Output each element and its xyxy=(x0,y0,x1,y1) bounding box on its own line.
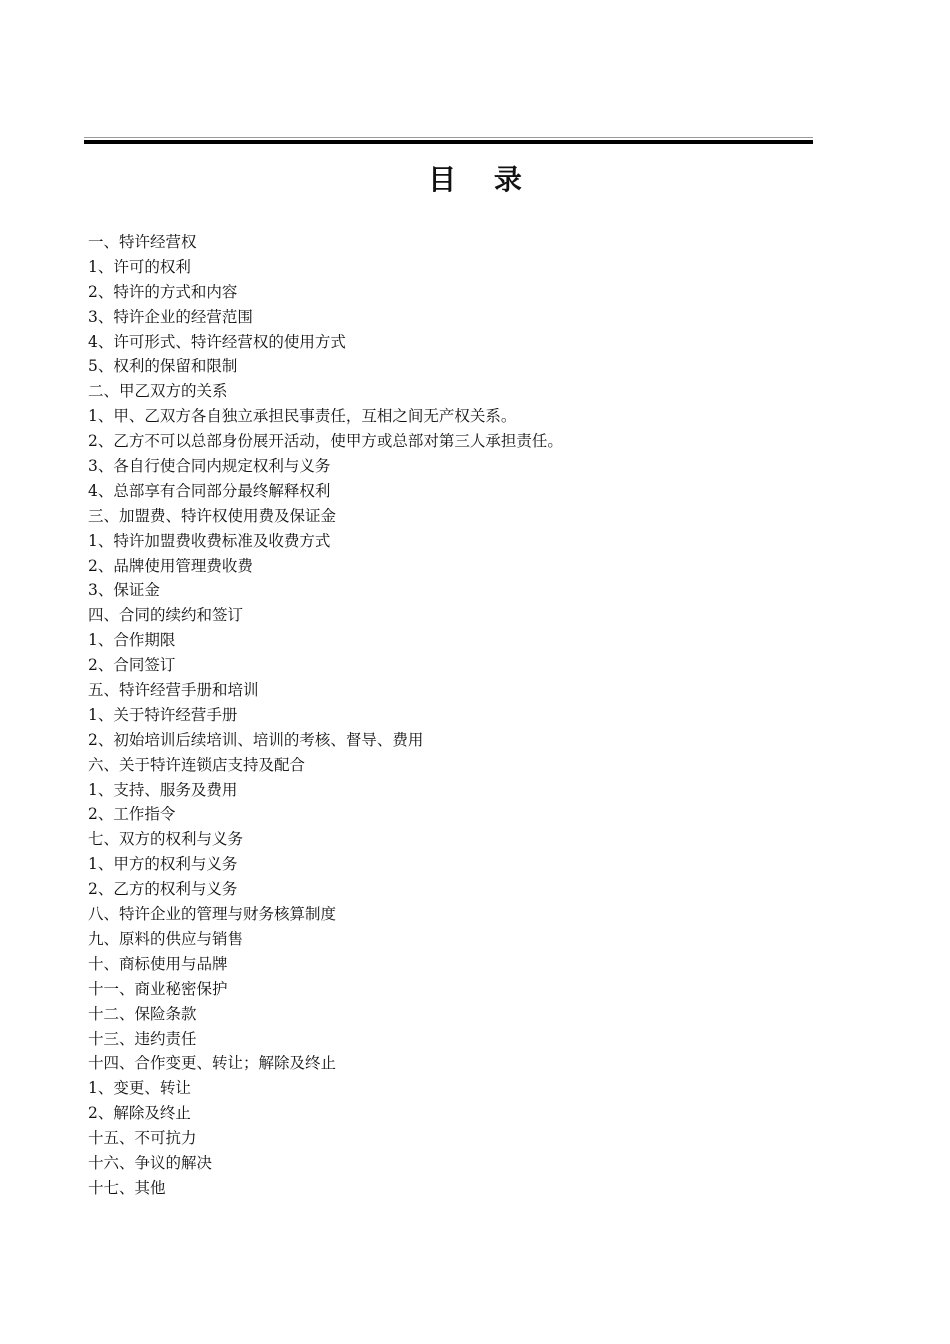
table-of-contents xyxy=(88,230,563,1201)
toc-entry: 二、甲乙双方的关系 xyxy=(88,382,228,401)
toc-entry: 十二、保险条款 xyxy=(88,1004,197,1023)
toc-entry: 2、乙方的权利与义务 xyxy=(88,880,238,899)
toc-entry: 3、特许企业的经营范围 xyxy=(88,307,253,326)
toc-entry: 2、品牌使用管理费收费 xyxy=(88,556,253,575)
toc-entry: 九、原料的供应与销售 xyxy=(88,929,244,948)
toc-entry: 十六、争议的解决 xyxy=(88,1153,213,1172)
toc-entry: 5、权利的保留和限制 xyxy=(88,357,238,376)
header-rule-thin xyxy=(84,137,813,138)
toc-entry: 五、特许经营手册和培训 xyxy=(88,681,259,700)
toc-entry: 八、特许企业的管理与财务核算制度 xyxy=(88,905,337,924)
toc-entry: 1、甲、乙双方各自独立承担民事责任，互相之间无产权关系。 xyxy=(88,407,517,426)
toc-entry: 十五、不可抗力 xyxy=(88,1129,197,1148)
toc-entry: 1、关于特许经营手册 xyxy=(88,705,238,724)
toc-entry: 4、总部享有合同部分最终解释权利 xyxy=(88,481,331,500)
toc-entry: 2、合同签订 xyxy=(88,656,176,675)
toc-entry: 2、特许的方式和内容 xyxy=(88,282,238,301)
toc-entry: 四、合同的续约和签订 xyxy=(88,606,244,625)
toc-entry: 3、保证金 xyxy=(88,581,160,600)
toc-entry: 十一、商业秘密保护 xyxy=(88,979,228,998)
toc-entry: 2、乙方不可以总部身份展开活动，使甲方或总部对第三人承担责任。 xyxy=(88,432,563,451)
toc-entry: 六、关于特许连锁店支持及配合 xyxy=(88,755,306,774)
toc-entry: 2、解除及终止 xyxy=(88,1104,191,1123)
toc-entry: 1、许可的权利 xyxy=(88,257,191,276)
toc-entry: 一、特许经营权 xyxy=(88,233,197,251)
toc-entry: 1、甲方的权利与义务 xyxy=(88,855,238,874)
toc-entry: 十、商标使用与品牌 xyxy=(88,954,228,973)
toc-entry: 1、支持、服务及费用 xyxy=(88,780,238,799)
toc-entry: 2、工作指令 xyxy=(88,805,176,824)
toc-entry: 十四、合作变更、转让；解除及终止 xyxy=(88,1054,337,1073)
page-title: 目 录 xyxy=(428,163,536,196)
toc-entry: 3、各自行使合同内规定权利与义务 xyxy=(88,457,331,476)
toc-entry: 七、双方的权利与义务 xyxy=(88,830,244,849)
toc-entry: 十七、其他 xyxy=(88,1178,166,1197)
toc-entry: 十三、违约责任 xyxy=(88,1029,197,1048)
toc-entry: 2、初始培训后续培训、培训的考核、督导、费用 xyxy=(88,730,424,749)
toc-entry: 1、变更、转让 xyxy=(88,1079,191,1098)
header-rule-thick xyxy=(84,140,813,144)
toc-entry: 三、加盟费、特许权使用费及保证金 xyxy=(88,506,337,525)
toc-entry: 1、特许加盟费收费标准及收费方式 xyxy=(88,531,331,550)
toc-entry: 4、许可形式、特许经营权的使用方式 xyxy=(88,332,346,351)
toc-entry: 1、合作期限 xyxy=(88,631,176,650)
